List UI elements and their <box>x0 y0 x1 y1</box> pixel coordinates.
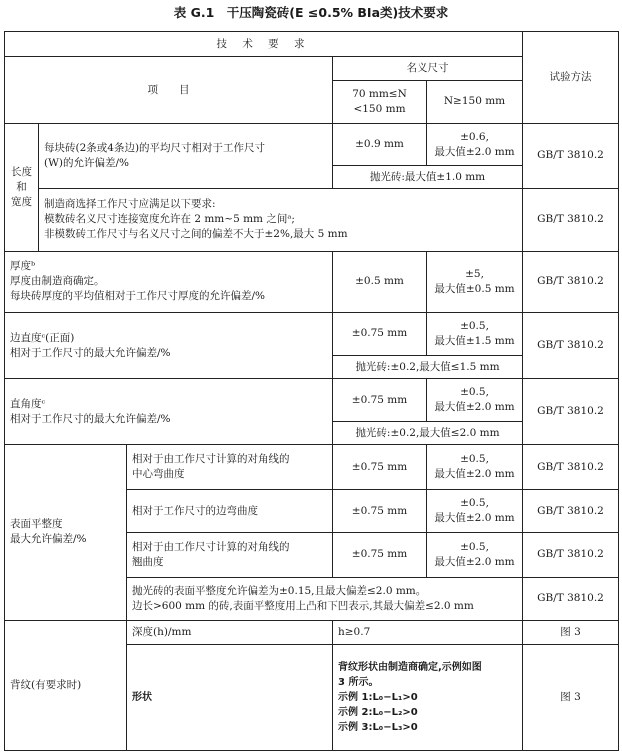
rectangularity-small: ±0.75 mm <box>333 379 427 422</box>
straightness-desc: 边直度ᶜ(正面) 相对于工作尺寸的最大允许偏差/% <box>5 313 333 379</box>
flatness-center-small: ±0.75 mm <box>333 445 427 490</box>
flatness-center-method: GB/T 3810.2 <box>523 445 619 490</box>
length-width-group: 长度 和 宽度 <box>5 123 39 251</box>
flatness-warp-small: ±0.75 mm <box>333 532 427 577</box>
length-width-choice-method: GB/T 3810.2 <box>523 188 619 251</box>
straightness-polished: 抛光砖:±0.2,最大值≤1.5 mm <box>333 355 523 378</box>
flatness-edge-desc: 相对于工作尺寸的边弯曲度 <box>127 490 333 533</box>
rectangularity-method: GB/T 3810.2 <box>523 379 619 445</box>
flatness-polished-method: GB/T 3810.2 <box>523 577 619 620</box>
length-width-dev-desc: 每块砖(2条或4条边)的平均尺寸相对于工作尺寸 (W)的允许偏差/% <box>39 123 333 188</box>
back-pattern-depth-value: h≥0.7 <box>333 620 523 644</box>
rectangularity-polished: 抛光砖:±0.2,最大值≤2.0 mm <box>333 421 523 444</box>
flatness-center-large: ±0.5, 最大值±2.0 mm <box>427 445 523 490</box>
flatness-warp-method: GB/T 3810.2 <box>523 532 619 577</box>
header-size-large: N≥150 mm <box>427 80 523 123</box>
flatness-center-desc: 相对于由工作尺寸计算的对角线的 中心弯曲度 <box>127 445 333 490</box>
rectangularity-desc: 直角度ᶜ 相对于工作尺寸的最大允许偏差/% <box>5 379 333 445</box>
tech-requirements-table <box>4 31 619 751</box>
back-pattern-shape-desc: 背纹形状由制造商确定,示例如图 3 所示。 示例 1:L₀−L₁>0 示例 2:L₀−L₂>0 示例 3:L₀−L₃>0 <box>333 644 523 750</box>
flatness-edge-method: GB/T 3810.2 <box>523 490 619 533</box>
straightness-small: ±0.75 mm <box>333 313 427 356</box>
length-width-dev-large: ±0.6, 最大值±2.0 mm <box>427 123 523 166</box>
table-title: 表 G.1 干压陶瓷砖(E ≤0.5% BⅠa类)技术要求 <box>173 5 449 20</box>
flatness-edge-small: ±0.75 mm <box>333 490 427 533</box>
header-nominal-size: 名义尺寸 <box>333 57 523 80</box>
length-width-dev-method: GB/T 3810.2 <box>523 123 619 188</box>
length-width-choice-desc: 制造商选择工作尺寸应满足以下要求: 模数砖名义尺寸连接宽度允许在 2 mm~5 mm 之间ᵃ; 非模数砖工作尺寸与名义尺寸之间的偏差不大于±2%,最大 5 mm <box>39 188 523 251</box>
thickness-small: ±0.5 mm <box>333 251 427 312</box>
thickness-large: ±5, 最大值±0.5 mm <box>427 251 523 312</box>
header-test-method: 试验方法 <box>523 32 619 124</box>
straightness-method: GB/T 3810.2 <box>523 313 619 379</box>
flatness-edge-large: ±0.5, 最大值±2.0 mm <box>427 490 523 533</box>
flatness-warp-desc: 相对于由工作尺寸计算的对角线的 翘曲度 <box>127 532 333 577</box>
rectangularity-large: ±0.5, 最大值±2.0 mm <box>427 379 523 422</box>
back-pattern-depth-label: 深度(h)/mm <box>127 620 333 644</box>
length-width-polished: 抛光砖:最大值±1.0 mm <box>333 166 523 188</box>
flatness-warp-large: ±0.5, 最大值±2.0 mm <box>427 532 523 577</box>
back-pattern-group: 背纹(有要求时) <box>5 620 127 750</box>
thickness-method: GB/T 3810.2 <box>523 251 619 312</box>
back-pattern-shape-label: 形状 <box>127 644 333 750</box>
flatness-polished: 抛光砖的表面平整度允许偏差为±0.15,且最大偏差≤2.0 mm。 边长>600 mm 的砖,表面平整度用上凸和下凹表示,其最大偏差≤2.0 mm <box>127 577 523 620</box>
header-item: 项 目 <box>5 57 333 123</box>
thickness-desc: 厚度ᵇ 厚度由制造商确定。 每块砖厚度的平均值相对于工作尺寸厚度的允许偏差/% <box>5 251 333 312</box>
header-tech-req: 技 术 要 求 <box>5 32 523 57</box>
flatness-group: 表面平整度 最大允许偏差/% <box>5 445 127 620</box>
length-width-dev-small: ±0.9 mm <box>333 123 427 166</box>
header-size-small: 70 mm≤N <150 mm <box>333 80 427 123</box>
back-pattern-shape-method: 图 3 <box>523 644 619 750</box>
back-pattern-depth-method: 图 3 <box>523 620 619 644</box>
straightness-large: ±0.5, 最大值±1.5 mm <box>427 313 523 356</box>
